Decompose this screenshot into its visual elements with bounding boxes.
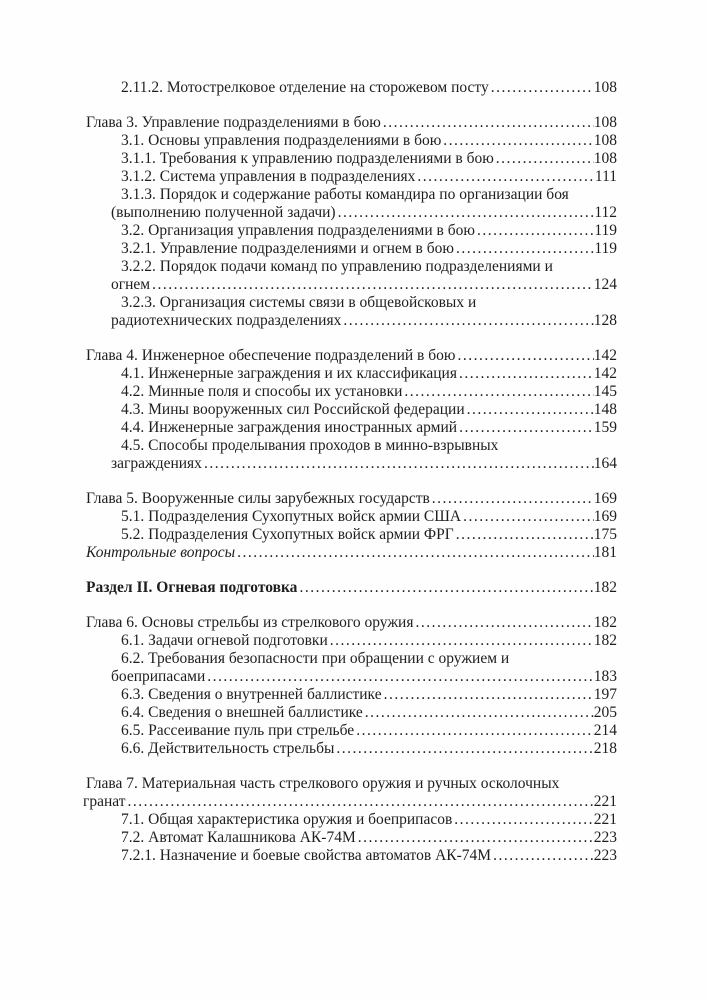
toc-entry-text: 7.1. Общая характеристика оружия и боеприпасов — [121, 811, 453, 828]
toc-entry-text: 6.3. Сведения о внутренней баллистике — [121, 686, 382, 703]
toc-entry-line — [83, 650, 617, 668]
toc-entry-page-number: 182 — [593, 632, 617, 649]
toc-entry — [83, 811, 617, 829]
toc-entry-line — [83, 401, 617, 419]
toc-entry-line — [83, 455, 617, 473]
toc-entry — [83, 847, 617, 865]
toc-entry-text: огнем — [111, 276, 151, 293]
toc-entry-page-number: 223 — [593, 847, 617, 864]
dotted-leader — [358, 829, 594, 847]
toc-entry-text: Раздел II. Огневая подготовка — [86, 579, 298, 596]
toc-entry-text: (выполнению полученной задачи) — [111, 204, 336, 221]
toc-entry — [83, 401, 617, 419]
dotted-leader — [432, 490, 594, 508]
toc-entry-text: Глава 3. Управление подразделениями в бою — [86, 114, 381, 131]
toc-entry-page-number: 142 — [593, 347, 617, 364]
toc-entry — [83, 132, 617, 150]
toc-entry-page-number: 221 — [593, 811, 617, 828]
toc-entry — [83, 150, 617, 168]
toc-entry-line — [83, 437, 617, 455]
dotted-leader — [384, 686, 594, 704]
toc-entry-page-number: 164 — [593, 455, 617, 472]
dotted-leader — [456, 526, 594, 544]
toc-entry-line — [83, 383, 617, 401]
dotted-leader — [459, 365, 594, 383]
toc-entry-page-number: 128 — [593, 312, 617, 329]
toc-entry-line — [83, 294, 617, 312]
toc-entry-line — [83, 150, 617, 168]
toc-entry-text: Глава 4. Инженерное обеспечение подразделений в бою — [86, 347, 456, 364]
toc-entry-line — [83, 793, 617, 811]
toc-entry-text: Контрольные вопросы — [86, 544, 236, 561]
toc-entry-page-number: 182 — [593, 614, 617, 631]
toc-entry-page-number: 108 — [593, 150, 617, 167]
toc-entry-line — [83, 508, 617, 526]
dotted-leader — [152, 276, 594, 294]
toc-entry-page-number: 159 — [593, 419, 617, 436]
toc-entry-line — [83, 168, 617, 186]
toc-entry — [83, 508, 617, 526]
toc-entry-line — [83, 668, 617, 686]
toc-entry-page-number: 108 — [593, 132, 617, 149]
toc-entry-page-number: 119 — [594, 240, 617, 257]
toc-entry-line — [83, 614, 617, 632]
dotted-leader — [415, 614, 593, 632]
toc-entry — [83, 365, 617, 383]
dotted-leader — [491, 79, 594, 97]
toc-entry-line — [83, 526, 617, 544]
table-of-contents — [83, 79, 617, 865]
toc-entry-text: заграждениях — [111, 455, 202, 472]
toc-entry-text: 3.2. Организация управления подразделениями в бою — [121, 222, 475, 239]
dotted-leader — [463, 508, 594, 526]
toc-entry-page-number: 182 — [593, 579, 617, 596]
toc-entry — [83, 686, 617, 704]
toc-entry — [83, 240, 617, 258]
toc-entry — [83, 222, 617, 240]
dotted-leader — [128, 793, 594, 811]
toc-entry-text: 4.2. Минные поля и способы их установки — [121, 383, 403, 400]
toc-entry-line — [83, 544, 617, 562]
toc-entry — [83, 740, 617, 758]
dotted-leader — [330, 632, 594, 650]
toc-entry-line — [83, 829, 617, 847]
toc-entry-line — [83, 419, 617, 437]
toc-entry-line — [83, 132, 617, 150]
toc-entry-page-number: 119 — [594, 222, 617, 239]
toc-entry — [83, 114, 617, 132]
toc-entry-page-number: 111 — [594, 168, 617, 185]
toc-entry-line — [83, 240, 617, 258]
toc-entry-text: 4.5. Способы проделывания проходов в минно-взрывных — [121, 437, 499, 454]
toc-entry-text: боеприпасами — [111, 668, 206, 685]
toc-entry-line — [83, 79, 617, 97]
toc-entry — [83, 614, 617, 632]
toc-entry-line — [83, 222, 617, 240]
toc-entry — [83, 490, 617, 508]
toc-entry-text: 4.3. Мины вооруженных сил Российской федерации — [121, 401, 465, 418]
dotted-leader — [299, 579, 593, 597]
toc-entry-line — [83, 204, 617, 222]
toc-entry-page-number: 142 — [593, 365, 617, 382]
toc-entry — [83, 419, 617, 437]
toc-entry-text: 2.11.2. Мотострелковое отделение на сторожевом посту — [121, 79, 489, 96]
toc-entry-text: радиотехнических подразделениях — [111, 312, 342, 329]
toc-entry-line — [83, 258, 617, 276]
dotted-leader — [404, 383, 593, 401]
toc-entry-page-number: 175 — [593, 526, 617, 543]
toc-entry-text: 3.1.2. Система управления в подразделениях — [121, 168, 416, 185]
dotted-leader — [338, 204, 595, 222]
toc-entry-text: 3.2.1. Управление подразделениями и огнем в бою — [121, 240, 454, 257]
toc-entry — [83, 294, 617, 330]
toc-entry-page-number: 124 — [593, 276, 617, 293]
toc-entry — [83, 526, 617, 544]
toc-entry-line — [83, 186, 617, 204]
toc-entry — [83, 579, 617, 597]
dotted-leader — [383, 114, 594, 132]
toc-entry-text: 3.1.3. Порядок и содержание работы командира по организации боя — [121, 186, 569, 203]
toc-entry-page-number: 145 — [593, 383, 617, 400]
toc-entry-page-number: 197 — [593, 686, 617, 703]
toc-entry-text: Глава 5. Вооруженные силы зарубежных государств — [86, 490, 430, 507]
toc-entry — [83, 829, 617, 847]
toc-entry-text: 6.5. Рассеивание пуль при стрельбе — [121, 722, 355, 739]
dotted-leader — [467, 401, 594, 419]
toc-entry-line — [83, 632, 617, 650]
toc-entry — [83, 704, 617, 722]
toc-entry-line — [83, 847, 617, 865]
toc-entry-text: 4.1. Инженерные заграждения и их классификация — [121, 365, 457, 382]
toc-entry-text: Глава 7. Материальная часть стрелкового оружия и ручных осколочных — [86, 775, 560, 792]
dotted-leader — [365, 704, 594, 722]
dotted-leader — [343, 312, 593, 330]
dotted-leader — [207, 668, 593, 686]
toc-entry-text: 3.1. Основы управления подразделениями в бою — [121, 132, 442, 149]
toc-entry — [83, 632, 617, 650]
toc-entry-line — [83, 704, 617, 722]
toc-entry-text: 6.4. Сведения о внешней баллистике — [121, 704, 363, 721]
dotted-leader — [493, 847, 594, 865]
dotted-leader — [459, 419, 594, 437]
toc-entry-page-number: 221 — [593, 793, 617, 810]
dotted-leader — [477, 222, 594, 240]
toc-entry-page-number: 108 — [593, 114, 617, 131]
toc-entry-line — [83, 365, 617, 383]
toc-entry-line — [83, 490, 617, 508]
toc-entry — [83, 650, 617, 686]
toc-entry-text: 5.2. Подразделения Сухопутных войск армии ФРГ — [121, 526, 454, 543]
toc-entry — [83, 186, 617, 222]
toc-entry-page-number: 108 — [593, 79, 617, 96]
dotted-leader — [356, 722, 594, 740]
dotted-leader — [417, 168, 595, 186]
toc-entry-text: 6.6. Действительность стрельбы — [121, 740, 335, 757]
toc-entry-text: гранат — [83, 793, 126, 810]
toc-entry-page-number: 214 — [593, 722, 617, 739]
toc-entry-page-number: 223 — [593, 829, 617, 846]
toc-entry — [83, 437, 617, 473]
toc-entry-line — [83, 579, 617, 597]
dotted-leader — [454, 811, 593, 829]
toc-entry-page-number: 205 — [593, 704, 617, 721]
toc-entry-line — [83, 811, 617, 829]
toc-entry-text: 3.2.3. Организация системы связи в общевойсковых и — [121, 294, 477, 311]
toc-entry-text: 5.1. Подразделения Сухопутных войск армии США — [121, 508, 462, 525]
toc-entry-text: 3.1.1. Требования к управлению подразделениями в бою — [121, 150, 494, 167]
dotted-leader — [457, 347, 593, 365]
dotted-leader — [204, 455, 594, 473]
toc-entry-page-number: 183 — [593, 668, 617, 685]
dotted-leader — [496, 150, 594, 168]
toc-entry-page-number: 169 — [593, 490, 617, 507]
toc-entry — [83, 168, 617, 186]
toc-entry-text: 4.4. Инженерные заграждения иностранных армий — [121, 419, 458, 436]
toc-entry — [83, 722, 617, 740]
dotted-leader — [237, 544, 594, 562]
toc-entry-text: 7.2.1. Назначение и боевые свойства автоматов АК-74М — [121, 847, 492, 864]
toc-entry-page-number: 169 — [593, 508, 617, 525]
toc-entry-line — [83, 347, 617, 365]
toc-entry-line — [83, 114, 617, 132]
dotted-leader — [336, 740, 593, 758]
toc-entry-text: 6.1. Задачи огневой подготовки — [121, 632, 328, 649]
toc-entry-line — [83, 775, 617, 793]
toc-entry-page-number: 148 — [593, 401, 617, 418]
dotted-leader — [443, 132, 593, 150]
toc-entry — [83, 79, 617, 97]
toc-entry-text: 7.2. Автомат Калашникова АК-74М — [121, 829, 356, 846]
toc-entry-page-number: 112 — [594, 204, 617, 221]
toc-entry-line — [83, 686, 617, 704]
toc-entry-text: Глава 6. Основы стрельбы из стрелкового оружия — [86, 614, 414, 631]
toc-entry-line — [83, 312, 617, 330]
toc-entry — [83, 347, 617, 365]
toc-entry — [83, 383, 617, 401]
toc-entry-page-number: 181 — [593, 544, 617, 561]
toc-entry-text: 3.2.2. Порядок подачи команд по управлению подразделениями и — [121, 258, 553, 275]
toc-entry-page-number: 218 — [593, 740, 617, 757]
toc-entry — [83, 258, 617, 294]
toc-entry-line — [83, 276, 617, 294]
toc-entry-text: 6.2. Требования безопасности при обращении с оружием и — [121, 650, 510, 667]
toc-entry-line — [83, 722, 617, 740]
toc-entry — [83, 544, 617, 562]
toc-entry — [83, 775, 617, 811]
toc-entry-line — [83, 740, 617, 758]
dotted-leader — [456, 240, 594, 258]
